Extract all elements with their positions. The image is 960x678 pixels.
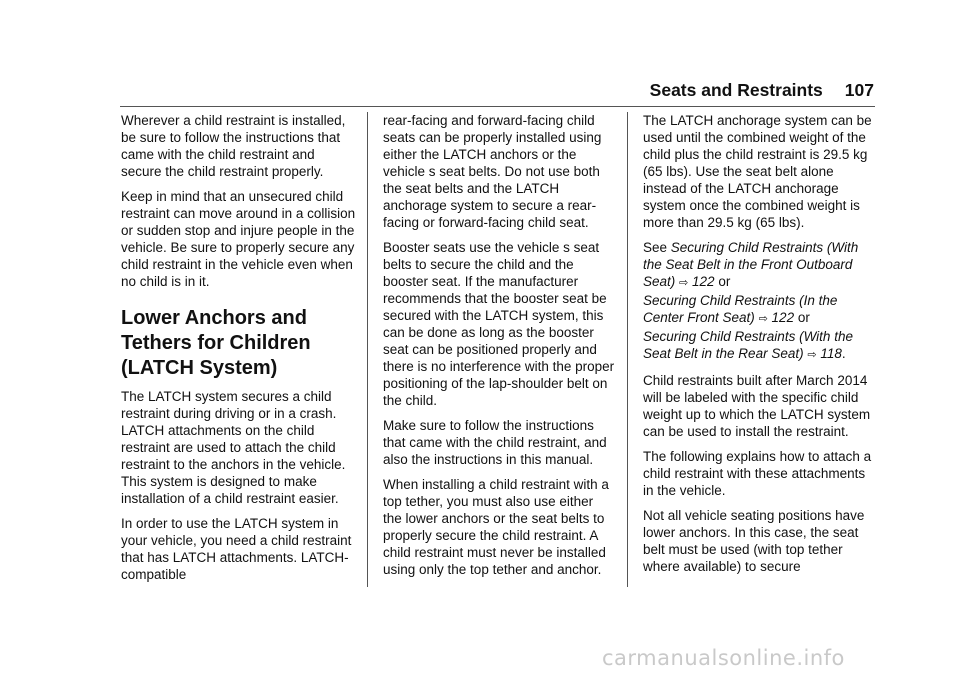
page-reference-arrow-icon: ⇨ xyxy=(807,349,817,361)
or-connector-2: or xyxy=(794,310,810,325)
page-reference-arrow-icon: ⇨ xyxy=(679,277,689,289)
page-number: 107 xyxy=(844,80,874,100)
paragraph-top-tether: When installing a child restraint with a top tether, you must also use either the lower anchors or the seat belts to properly secure the child restraint. A child restraint must never be installed using only the top tether and anchor. xyxy=(383,477,609,577)
header-rule xyxy=(120,106,875,107)
xref-title-rear-seat: Securing Child Restraints (With the Seat Belt in the Rear Seat) xyxy=(643,329,853,361)
paragraph-labeled-weight: Child restraints built after March 2014 will be labeled with the specific child weight up to which the LATCH system can be used to install the restraint. xyxy=(643,373,871,439)
xref-rear-seat[interactable] xyxy=(643,329,853,361)
xref-end-period: . xyxy=(841,346,846,361)
column-divider-1 xyxy=(367,112,368,587)
paragraph-unsecured-restraint: Keep in mind that an unsecured child restraint can move around in a collision or sudden stop and injure people in the vehicle. Be sure to properly secure any child restraint in the vehicle even when no child is in it. xyxy=(121,189,356,289)
watermark: carmanualsonline.info xyxy=(602,646,845,670)
column-2 xyxy=(383,112,615,586)
paragraph-latch-need: In order to use the LATCH system in your vehicle, you need a child restraint that has LATCH attachments. LATCH-compatible xyxy=(121,516,352,582)
page-header xyxy=(640,80,874,101)
paragraph-seat-types: rear-facing and forward-facing child seats can be properly installed using either the LATCH anchors or the vehicle s seat belts. Do not use both the seat belts and the LATCH anchorage system to secure a rear-facing or forward-facing child seat. xyxy=(383,113,602,230)
xref-page-front-outboard: 122 xyxy=(692,274,715,289)
see-prefix: See xyxy=(643,240,671,255)
page-reference-arrow-icon: ⇨ xyxy=(758,313,768,325)
column-3 xyxy=(643,112,875,583)
xref-page-center-front: 122 xyxy=(771,310,795,325)
paragraph-follow-manual: Make sure to follow the instructions that came with the child restraint, and also the instructions in this manual. xyxy=(383,418,607,467)
xref-title-center-front: Securing Child Restraints (In the Center Front Seat) xyxy=(643,293,838,325)
xref-front-outboard[interactable] xyxy=(643,240,858,289)
section-heading-latch: Lower Anchors and Tethers for Children (LATCH System) xyxy=(121,307,311,379)
paragraph-lower-anchors: Not all vehicle seating positions have lower anchors. In this case, the seat belt must be used (with top tether where available) to secure xyxy=(643,508,865,574)
section-title: Seats and Restraints xyxy=(649,80,823,100)
or-connector-1: or xyxy=(714,274,731,289)
paragraph-latch-intro: The LATCH system secures a child restraint during driving or in a crash. LATCH attachments on the child restraint are used to attach the child restraint to the anchors in the vehicle. This system is designed to make installation of a child restraint easier. xyxy=(121,389,346,506)
paragraph-see-references xyxy=(643,239,875,364)
paragraph-weight-limit: The LATCH anchorage system can be used until the combined weight of the child plus the child restraint is 29.5 kg (65 lbs). Use the seat belt alone instead of the LATCH anchorage system once the combined weight is more than 29.5 kg (65 lbs). xyxy=(643,113,872,230)
column-divider-2 xyxy=(627,112,628,587)
paragraph-how-to-attach: The following explains how to attach a child restraint with these attachments in the vehicle. xyxy=(643,449,872,498)
column-1 xyxy=(121,112,356,591)
xref-page-rear-seat: 118 xyxy=(820,346,842,361)
xref-title-front-outboard: Securing Child Restraints (With the Seat Belt in the Front Outboard Seat) xyxy=(643,240,859,289)
paragraph-follow-instructions: Wherever a child restraint is installed, be sure to follow the instructions that came with the child restraint and secure the child restraint properly. xyxy=(121,113,346,179)
paragraph-booster-seats: Booster seats use the vehicle s seat belts to secure the child and the booster seat. If the manufacturer recommends that the booster seat be secured with the LATCH system, this can be done as long as the booster seat can be positioned properly and there is no interference with the proper positioning of the lap-shoulder belt on the child. xyxy=(383,240,615,408)
